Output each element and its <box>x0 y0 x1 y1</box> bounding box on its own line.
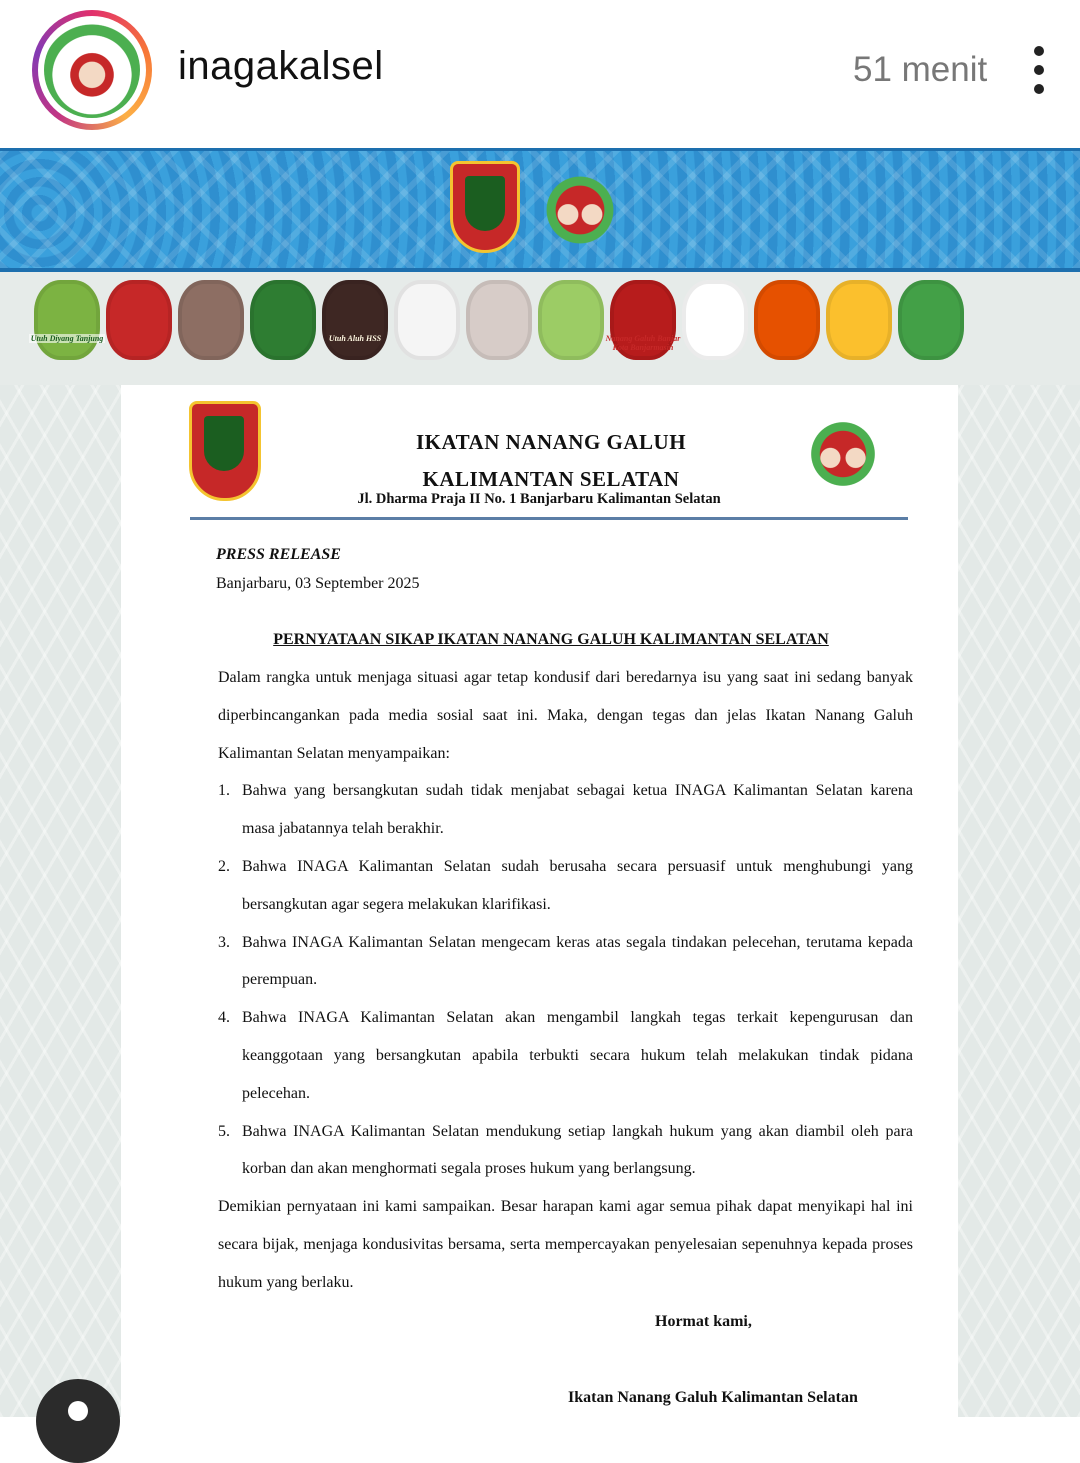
regional-logo-label: Utuh Diyang Tanjung <box>30 334 104 343</box>
inaga-mascot-logo <box>540 165 620 255</box>
regional-logo <box>34 280 100 360</box>
regional-logo <box>178 280 244 360</box>
intro-line: diperbincangankan pada media sosial saat ini. Maka, dengan tegas dan jelas Ikatan Nanang Galuh <box>218 706 913 724</box>
regional-logo-label: Utuh Aluh HSS <box>328 334 382 343</box>
intro-line: Kalimantan Selatan menyampaikan: <box>218 744 450 762</box>
point-line: Bahwa INAGA Kalimantan Selatan sudah berusaha secara persuasif untuk menghubungi yang <box>242 858 913 875</box>
place-date: Banjarbaru, 03 September 2025 <box>216 575 420 592</box>
org-name-line1: IKATAN NANANG GALUH <box>415 430 687 454</box>
post-time: 51 menit <box>853 50 988 89</box>
org-name-line2: KALIMANTAN SELATAN <box>422 467 680 491</box>
regional-logo <box>106 280 172 360</box>
regional-logo <box>538 280 604 360</box>
regional-logo <box>754 280 820 360</box>
signatory: Ikatan Nanang Galuh Kalimantan Selatan <box>568 1388 858 1406</box>
point-line: Bahwa INAGA Kalimantan Selatan mendukung setiap langkah hukum yang akan diambil oleh para <box>242 1122 913 1140</box>
regional-logo <box>466 280 532 360</box>
point-line: bersangkutan agar segera melakukan klarifikasi. <box>242 895 551 913</box>
press-release-document <box>121 385 958 1417</box>
document-title: PERNYATAAN SIKAP IKATAN NANANG GALUH KALIMANTAN SELATAN <box>273 631 829 648</box>
post-banner <box>0 148 1080 272</box>
regional-logo <box>394 280 460 360</box>
user-tag-icon[interactable] <box>36 1379 120 1463</box>
regional-logo <box>322 280 388 360</box>
regional-logo <box>826 280 892 360</box>
point-number: 4. <box>218 1009 230 1027</box>
press-release-label: PRESS RELEASE <box>216 546 341 563</box>
point-line: Bahwa yang bersangkutan sudah tidak menjabat sebagai ketua INAGA Kalimantan Selatan karena <box>242 782 913 800</box>
point-number: 5. <box>218 1122 230 1140</box>
point-number: 2. <box>218 858 230 875</box>
regards: Hormat kami, <box>655 1312 752 1330</box>
letterhead-divider <box>190 517 908 520</box>
regional-logo-label: Nanang Galuh Banjar Kota Banjarmasin <box>605 334 681 352</box>
point-line: Bahwa INAGA Kalimantan Selatan mengecam keras atas segala tindakan pelecehan, terutama kepada <box>242 933 913 951</box>
point-line: keanggotaan yang bersangkutan apabila terbukti secara hukum telah melakukan tindak pidana <box>242 1047 913 1064</box>
post-header <box>0 0 1080 147</box>
org-address: Jl. Dharma Praja II No. 1 Banjarbaru Kalimantan Selatan <box>357 491 721 507</box>
username[interactable]: inagakalsel <box>178 44 384 88</box>
regional-logo <box>250 280 316 360</box>
point-line: Bahwa INAGA Kalimantan Selatan akan mengambil langkah tegas terkait kepengurusan dan <box>242 1009 913 1027</box>
avatar-logo <box>44 22 140 118</box>
avatar[interactable] <box>32 10 152 130</box>
regional-logos-row <box>0 272 1080 385</box>
closing-line: secara bijak, menjaga kondusivitas bersama, serta mempercayakan penyelesaian sepenuhnya kepada proses <box>218 1236 913 1253</box>
intro-line: Dalam rangka untuk menjaga situasi agar tetap kondusif dari beredarnya isu yang saat ini sedang banyak <box>218 669 913 686</box>
point-number: 1. <box>218 782 230 800</box>
point-line: korban dan akan menghormati segala proses hukum yang berlangsung. <box>242 1160 696 1178</box>
point-number: 3. <box>218 933 230 951</box>
closing-line: hukum yang berlaku. <box>218 1273 354 1291</box>
point-line: masa jabatannya telah berakhir. <box>242 820 444 838</box>
closing-line: Demikian pernyataan ini kami sampaikan. Besar harapan kami agar semua pihak dapat menyikapi hal ini <box>218 1198 913 1216</box>
province-emblem-logo <box>450 161 520 253</box>
point-line: pelecehan. <box>242 1084 310 1102</box>
point-line: perempuan. <box>242 971 318 989</box>
regional-logo <box>682 280 748 360</box>
more-vertical-icon[interactable] <box>1024 42 1054 98</box>
regional-logo <box>898 280 964 360</box>
